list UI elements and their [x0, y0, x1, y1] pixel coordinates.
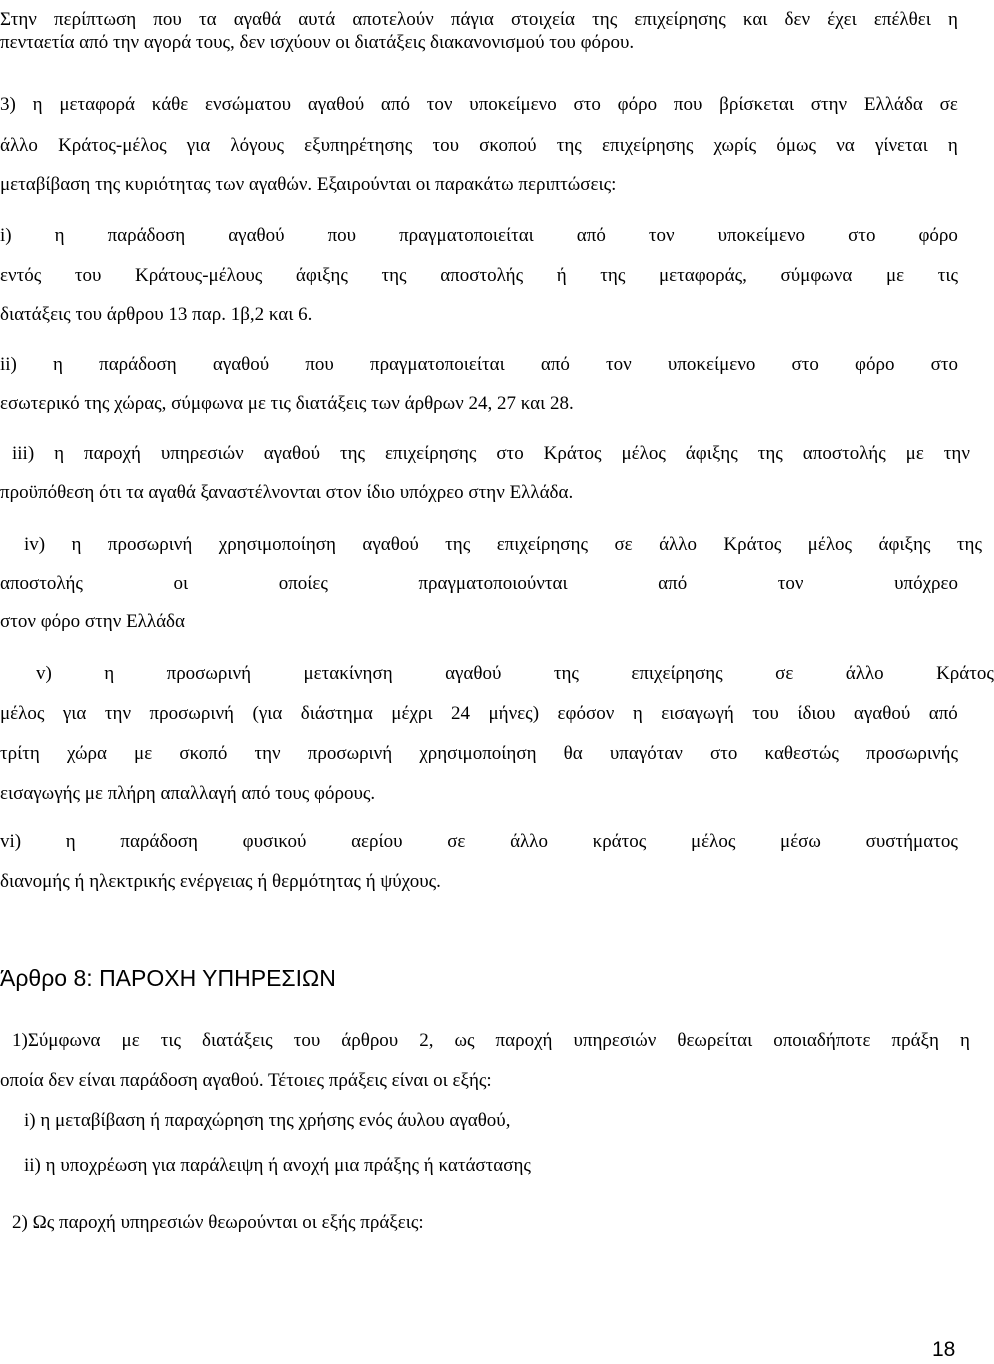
list-item-line: εισαγωγής με πλήρη απαλλαγή από τους φόρους. — [0, 783, 376, 804]
list-item-line: τρίτη χώρα με σκοπό την προσωρινή χρησιμοποίηση θα υπαγόταν στο καθεστώς προσωρινής — [0, 743, 958, 764]
list-item-line: αποστολής οι οποίες πραγματοποιούνται από τον υπόχρεο — [0, 573, 958, 594]
list-item-line: vi) η παράδοση φυσικού αερίου σε άλλο κράτος μέλος μέσω συστήματος — [0, 831, 958, 852]
list-item-line: εντός του Κράτους-μέλους άφιξης της αποστολής ή της μεταφοράς, σύμφωνα με τις — [0, 265, 958, 286]
list-item-line: ii) η υποχρέωση για παράλειψη ή ανοχή μια πράξης ή κατάστασης — [24, 1155, 531, 1176]
list-item-line: i) η παράδοση αγαθού που πραγματοποιείται από τον υποκείμενο στο φόρο — [0, 225, 958, 246]
paragraph-line: οποία δεν είναι παράδοση αγαθού. Τέτοιες πράξεις είναι οι εξής: — [0, 1070, 492, 1091]
list-item-line: στον φόρο στην Ελλάδα — [0, 611, 185, 632]
paragraph-line: 1)Σύμφωνα με τις διατάξεις του άρθρου 2, ως παροχή υπηρεσιών θεωρείται οποιαδήποτε πράξη η — [12, 1030, 970, 1051]
paragraph-line: μεταβίβαση της κυριότητας των αγαθών. Εξαιρούνται οι παρακάτω περιπτώσεις: — [0, 174, 617, 195]
list-item-line: διατάξεις του άρθρου 13 παρ. 1β,2 και 6. — [0, 304, 313, 325]
page-number: 18 — [932, 1338, 956, 1361]
paragraph-line: Στην περίπτωση που τα αγαθά αυτά αποτελούν πάγια στοιχεία της επιχείρησης και δεν έχει επέλθει η — [0, 9, 958, 30]
list-item-line: i) η μεταβίβαση ή παραχώρηση της χρήσης ενός άυλου αγαθού, — [24, 1110, 511, 1131]
article-heading: Άρθρο 8: ΠΑΡΟΧΗ ΥΠΗΡΕΣΙΩΝ — [0, 965, 336, 991]
list-item-line: μέλος για την προσωρινή (για διάστημα μέχρι 24 μήνες) εφόσον η εισαγωγή του ίδιου αγαθού από — [0, 703, 958, 724]
list-item-line: iv) η προσωρινή χρησιμοποίηση αγαθού της επιχείρησης σε άλλο Κράτος μέλος άφιξης της — [24, 534, 982, 555]
list-item-line: iii) η παροχή υπηρεσιών αγαθού της επιχείρησης στο Κράτος μέλος άφιξης της αποστολής με την — [12, 443, 970, 464]
paragraph-line: πενταετία από την αγορά τους, δεν ισχύουν οι διατάξεις διακανονισμού του φόρου. — [0, 32, 635, 53]
paragraph-line: άλλο Κράτος-μέλος για λόγους εξυπηρέτησης του σκοπού της επιχείρησης χωρίς όμως να γίνεται η — [0, 135, 958, 156]
paragraph-line: 3) η μεταφορά κάθε ενσώματου αγαθού από τον υποκείμενο στο φόρο που βρίσκεται στην Ελλάδα σε — [0, 94, 958, 115]
paragraph-line: 2) Ως παροχή υπηρεσιών θεωρούνται οι εξής πράξεις: — [12, 1212, 424, 1233]
list-item-line: διανομής ή ηλεκτρικής ενέργειας ή θερμότητας ή ψύχους. — [0, 871, 441, 892]
list-item-line: προϋπόθεση ότι τα αγαθά ξαναστέλνονται στον ίδιο υπόχρεο στην Ελλάδα. — [0, 482, 574, 503]
list-item-line: ii) η παράδοση αγαθού που πραγματοποιείται από τον υποκείμενο στο φόρο στο — [0, 354, 958, 375]
list-item-line: εσωτερικό της χώρας, σύμφωνα με τις διατάξεις των άρθρων 24, 27 και 28. — [0, 393, 574, 414]
list-item-line: v) η προσωρινή μετακίνηση αγαθού της επιχείρησης σε άλλο Κράτος — [36, 663, 994, 684]
